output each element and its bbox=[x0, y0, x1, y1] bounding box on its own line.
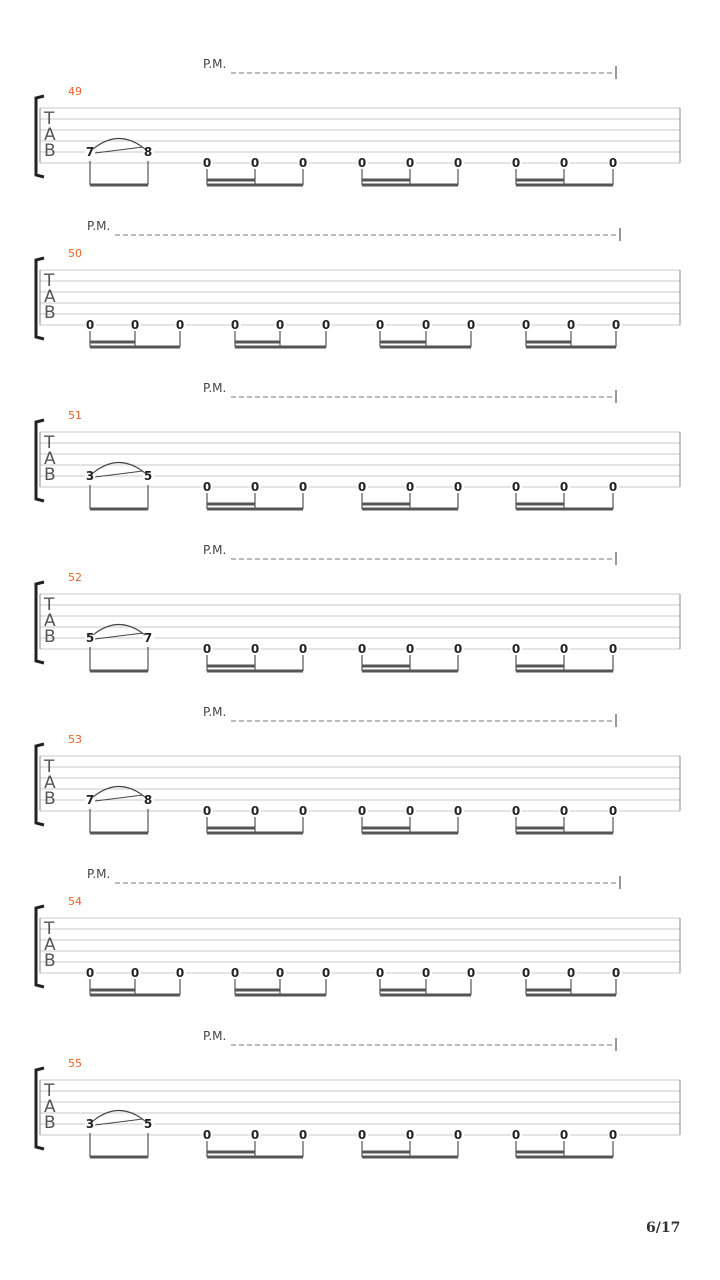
tab-clef-letter: B bbox=[44, 303, 56, 323]
fret-number: 0 bbox=[405, 156, 415, 170]
fret-number: 0 bbox=[453, 1128, 463, 1142]
tab-clef-letter: T bbox=[44, 433, 55, 453]
fret-number: 0 bbox=[85, 966, 95, 980]
fret-number: 0 bbox=[405, 1128, 415, 1142]
fret-number: 0 bbox=[250, 1128, 260, 1142]
fret-number: 0 bbox=[511, 642, 521, 656]
fret-number: 0 bbox=[608, 1128, 618, 1142]
fret-number: 7 bbox=[143, 631, 153, 645]
fret-number: 0 bbox=[357, 1128, 367, 1142]
tab-clef-letter: T bbox=[44, 271, 55, 291]
fret-number: 0 bbox=[405, 804, 415, 818]
fret-number: 0 bbox=[202, 1128, 212, 1142]
fret-number: 0 bbox=[559, 642, 569, 656]
fret-number: 0 bbox=[250, 156, 260, 170]
fret-number: 0 bbox=[298, 1128, 308, 1142]
fret-number: 0 bbox=[611, 966, 621, 980]
palm-mute-label: P.M. bbox=[203, 543, 227, 557]
fret-number: 0 bbox=[130, 966, 140, 980]
fret-number: 0 bbox=[275, 318, 285, 332]
palm-mute-label: P.M. bbox=[203, 381, 227, 395]
palm-mute-label: P.M. bbox=[203, 57, 227, 71]
fret-number: 3 bbox=[85, 469, 95, 483]
fret-number: 0 bbox=[611, 318, 621, 332]
page-number: 6/17 bbox=[646, 1220, 681, 1236]
measure-number: 52 bbox=[68, 571, 82, 584]
fret-number: 0 bbox=[175, 966, 185, 980]
fret-number: 0 bbox=[453, 642, 463, 656]
fret-number: 0 bbox=[321, 318, 331, 332]
fret-number: 0 bbox=[357, 156, 367, 170]
fret-number: 0 bbox=[608, 804, 618, 818]
tab-clef-letter: T bbox=[44, 1081, 55, 1101]
fret-number: 0 bbox=[453, 480, 463, 494]
fret-number: 0 bbox=[466, 966, 476, 980]
fret-number: 0 bbox=[421, 966, 431, 980]
fret-number: 8 bbox=[143, 145, 153, 159]
fret-number: 0 bbox=[608, 642, 618, 656]
fret-number: 0 bbox=[202, 642, 212, 656]
fret-number: 0 bbox=[511, 1128, 521, 1142]
tab-clef-letter: B bbox=[44, 141, 56, 161]
palm-mute-label: P.M. bbox=[87, 219, 111, 233]
fret-number: 0 bbox=[175, 318, 185, 332]
tab-clef-letter: T bbox=[44, 919, 55, 939]
fret-number: 0 bbox=[559, 804, 569, 818]
tab-clef-letter: A bbox=[44, 287, 56, 307]
tab-clef-letter: B bbox=[44, 1113, 56, 1133]
measure-number: 51 bbox=[68, 409, 82, 422]
fret-number: 0 bbox=[559, 1128, 569, 1142]
fret-number: 0 bbox=[559, 156, 569, 170]
fret-number: 0 bbox=[357, 642, 367, 656]
tab-clef-letter: B bbox=[44, 789, 56, 809]
fret-number: 0 bbox=[130, 318, 140, 332]
tab-clef-letter: T bbox=[44, 757, 55, 777]
fret-number: 0 bbox=[230, 966, 240, 980]
fret-number: 0 bbox=[466, 318, 476, 332]
fret-number: 0 bbox=[298, 480, 308, 494]
tab-clef-letter: T bbox=[44, 109, 55, 129]
fret-number: 0 bbox=[275, 966, 285, 980]
fret-number: 0 bbox=[250, 480, 260, 494]
fret-number: 0 bbox=[511, 804, 521, 818]
fret-number: 0 bbox=[202, 480, 212, 494]
fret-number: 0 bbox=[608, 156, 618, 170]
measure-number: 49 bbox=[68, 85, 82, 98]
fret-number: 7 bbox=[85, 793, 95, 807]
fret-number: 3 bbox=[85, 1117, 95, 1131]
fret-number: 0 bbox=[375, 318, 385, 332]
measure-number: 55 bbox=[68, 1057, 82, 1070]
palm-mute-label: P.M. bbox=[87, 867, 111, 881]
fret-number: 0 bbox=[298, 804, 308, 818]
tab-clef-letter: A bbox=[44, 449, 56, 469]
fret-number: 0 bbox=[250, 804, 260, 818]
fret-number: 7 bbox=[85, 145, 95, 159]
fret-number: 0 bbox=[230, 318, 240, 332]
fret-number: 0 bbox=[375, 966, 385, 980]
fret-number: 5 bbox=[85, 631, 95, 645]
fret-number: 5 bbox=[143, 469, 153, 483]
fret-number: 0 bbox=[559, 480, 569, 494]
tab-clef-letter: B bbox=[44, 951, 56, 971]
fret-number: 0 bbox=[321, 966, 331, 980]
fret-number: 0 bbox=[566, 318, 576, 332]
tab-clef-letter: A bbox=[44, 935, 56, 955]
fret-number: 0 bbox=[357, 480, 367, 494]
tab-clef-letter: A bbox=[44, 773, 56, 793]
fret-number: 0 bbox=[250, 642, 260, 656]
measure-number: 50 bbox=[68, 247, 82, 260]
fret-number: 8 bbox=[143, 793, 153, 807]
fret-number: 0 bbox=[608, 480, 618, 494]
tab-clef-letter: T bbox=[44, 595, 55, 615]
tab-clef-letter: A bbox=[44, 1097, 56, 1117]
fret-number: 0 bbox=[405, 480, 415, 494]
fret-number: 0 bbox=[521, 966, 531, 980]
tab-clef-letter: B bbox=[44, 627, 56, 647]
fret-number: 0 bbox=[421, 318, 431, 332]
tab-clef-letter: A bbox=[44, 611, 56, 631]
fret-number: 0 bbox=[85, 318, 95, 332]
fret-number: 0 bbox=[511, 480, 521, 494]
fret-number: 0 bbox=[357, 804, 367, 818]
fret-number: 5 bbox=[143, 1117, 153, 1131]
palm-mute-label: P.M. bbox=[203, 1029, 227, 1043]
tab-clef-letter: A bbox=[44, 125, 56, 145]
fret-number: 0 bbox=[566, 966, 576, 980]
fret-number: 0 bbox=[202, 156, 212, 170]
fret-number: 0 bbox=[453, 156, 463, 170]
measure-number: 53 bbox=[68, 733, 82, 746]
fret-number: 0 bbox=[298, 642, 308, 656]
fret-number: 0 bbox=[202, 804, 212, 818]
fret-number: 0 bbox=[511, 156, 521, 170]
fret-number: 0 bbox=[453, 804, 463, 818]
fret-number: 0 bbox=[521, 318, 531, 332]
measure-number: 54 bbox=[68, 895, 82, 908]
palm-mute-label: P.M. bbox=[203, 705, 227, 719]
fret-number: 0 bbox=[405, 642, 415, 656]
tab-clef-letter: B bbox=[44, 465, 56, 485]
fret-number: 0 bbox=[298, 156, 308, 170]
